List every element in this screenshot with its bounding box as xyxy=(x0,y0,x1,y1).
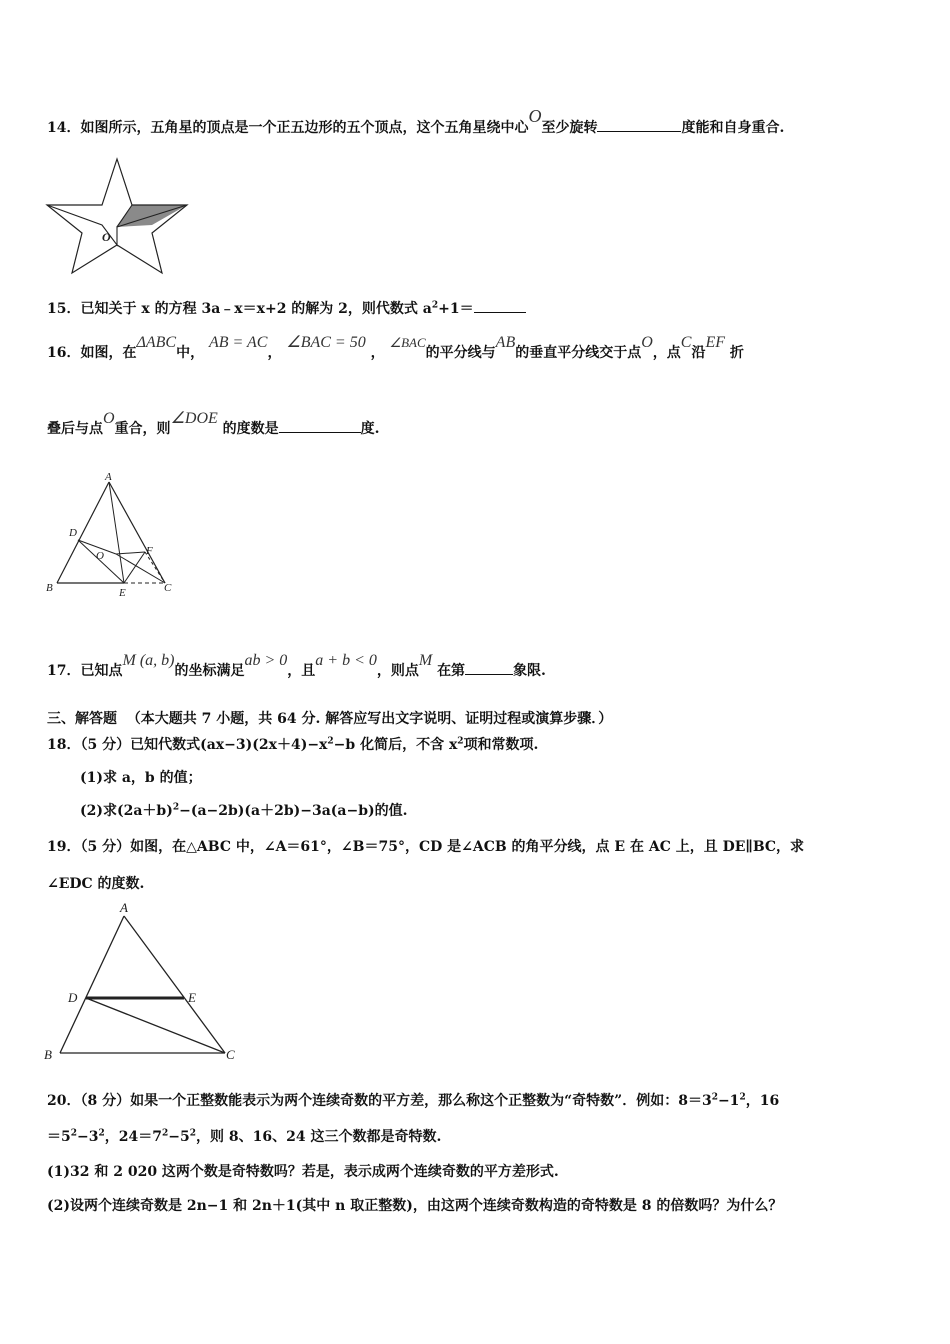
q20-line2e: ，则 8、16、24 这三个数都是奇特数. xyxy=(196,1129,442,1145)
label-D: D xyxy=(68,990,78,1005)
q17-M: M (a, b) xyxy=(122,652,175,669)
q16-line2b: 重合，则 xyxy=(114,421,171,437)
q16-line2 xyxy=(47,410,380,438)
q16-comma2: ， xyxy=(370,345,385,361)
q20-line2d: −5 xyxy=(168,1129,190,1145)
label-C: C xyxy=(164,582,172,594)
seg-AB xyxy=(60,916,124,1053)
q17-text1: 已知点 xyxy=(80,663,123,679)
q20-line2a: ＝5 xyxy=(47,1129,71,1145)
q16-text5: ，点 xyxy=(652,345,681,361)
q20-s2: 2 xyxy=(739,1092,746,1103)
q18-p2a: (2)求(2a＋b) xyxy=(80,803,173,819)
q15-line xyxy=(47,298,526,318)
q16-comma1: ， xyxy=(267,345,282,361)
q16-answer-blank[interactable] xyxy=(279,420,361,433)
q16-line2c: 的度数是 xyxy=(222,421,279,437)
q16-number: 16． xyxy=(47,345,81,361)
section3-title: 三、解答题 xyxy=(47,711,117,727)
q14-line xyxy=(47,106,785,137)
label-E: E xyxy=(188,990,196,1005)
seg-EF xyxy=(124,552,145,583)
q16-text1: 如图，在 xyxy=(80,345,137,361)
q16-text6: 沿 xyxy=(691,345,706,361)
q15-sup: 2 xyxy=(431,300,439,311)
label-E: E xyxy=(119,587,126,599)
q15-number: 15． xyxy=(47,301,81,317)
q18-p1: (1)求 a，b 的值； xyxy=(80,770,202,786)
q18-text1: （5 分）已知代数式(ax−3)(2x＋4)−x xyxy=(80,737,328,753)
q17-answer-blank[interactable] xyxy=(465,662,513,675)
q16-eq1: AB = AC xyxy=(208,334,268,351)
q16-line1 xyxy=(47,334,744,362)
q16-eq2: ∠BAC = 50 xyxy=(286,334,366,351)
q16-bac: ∠BAC xyxy=(389,335,426,350)
q19-number: 19． xyxy=(47,839,81,855)
section3-heading xyxy=(47,708,612,728)
q14-answer-blank[interactable] xyxy=(597,119,681,132)
q17-text6: 象限. xyxy=(513,663,546,679)
q20-line1 xyxy=(47,1090,779,1110)
star-center-label: O xyxy=(102,230,111,244)
q17-text4: ，则点 xyxy=(376,663,419,679)
q20-p1: (1)32 和 2 020 这两个数是奇特数吗？若是，表示成两个连续奇数的平方差形式. xyxy=(47,1164,559,1180)
label-B: B xyxy=(44,1047,52,1062)
q16-line2d: 度. xyxy=(360,421,380,437)
q19-line1 xyxy=(47,836,804,856)
q17-cond1: ab > 0 xyxy=(244,652,288,669)
q16-doe: ∠DOE xyxy=(170,410,218,427)
q18-text2: −b 化简后，不含 x xyxy=(333,737,458,753)
q17-text2: 的坐标满足 xyxy=(174,663,245,679)
q17-number: 17． xyxy=(47,663,81,679)
q20-part2 xyxy=(47,1195,782,1215)
q20-s4: 2 xyxy=(98,1128,105,1139)
label-B: B xyxy=(46,582,53,594)
q16-text2: 中， xyxy=(176,345,205,361)
q18-number: 18． xyxy=(47,737,81,753)
q20-s3: 2 xyxy=(70,1128,78,1139)
q19-text2: ∠EDC 的度数. xyxy=(47,876,145,892)
section3-desc: （本大题共 7 小题，共 64 分. 解答应写出文字说明、证明过程或演算步骤．） xyxy=(126,711,613,727)
seg-A-bisector xyxy=(109,482,124,583)
q17-cond2: a + b < 0 xyxy=(315,652,377,669)
q20-text1: （8 分）如果一个正整数能表示为两个连续奇数的平方差，那么称这个正整数为“奇特数”．例如：8＝3 xyxy=(80,1093,712,1109)
q16-triangle-figure xyxy=(40,470,180,600)
q17-text5: 在第 xyxy=(437,663,466,679)
q18-p2b: −(a−2b)(a＋2b)−3a(a−b)的值. xyxy=(179,803,408,819)
q18-p2sup: 2 xyxy=(172,802,180,813)
label-C: C xyxy=(226,1047,235,1062)
q20-line2b: −3 xyxy=(77,1129,99,1145)
q17-text3: ，且 xyxy=(287,663,316,679)
label-F: F xyxy=(146,545,153,557)
q18-part2 xyxy=(80,800,408,820)
q16-text4: 的垂直平分线交于点 xyxy=(515,345,642,361)
q15-text1: 已知关于 x 的方程 3a﹣x＝x+2 的解为 2，则代数式 a xyxy=(80,301,432,317)
q20-p2: (2)设两个连续奇数是 2n−1 和 2n＋1(其中 n 取正整数)，由这两个连续奇数构造的奇特数是 8 的倍数吗？为什么？ xyxy=(47,1198,783,1214)
label-O: O xyxy=(96,550,104,562)
q16-abc: ΔABC xyxy=(136,334,177,351)
q14-star-figure xyxy=(44,155,194,280)
q14-number: 14． xyxy=(47,120,81,136)
q20-s1: 2 xyxy=(711,1092,718,1103)
q20-line2 xyxy=(47,1126,441,1146)
q16-O: O xyxy=(641,334,653,351)
q14-text1: 如图所示，五角星的顶点是一个正五边形的五个顶点，这个五角星绕中心 xyxy=(80,120,529,136)
q19-line2 xyxy=(47,873,144,893)
q16-C: C xyxy=(680,334,692,351)
q19-triangle-figure xyxy=(40,900,250,1065)
q17-M2: M xyxy=(418,652,433,669)
seg-AB xyxy=(57,482,109,583)
q14-center-O: O xyxy=(528,106,542,126)
q18-part1 xyxy=(80,767,202,787)
q16-EF: EF xyxy=(705,334,725,351)
q16-ab: AB xyxy=(495,334,516,351)
q20-number: 20． xyxy=(47,1093,81,1109)
q20-line2c: ，24＝7 xyxy=(104,1129,162,1145)
q16-O2: O xyxy=(103,410,115,427)
q20-part1 xyxy=(47,1161,559,1181)
q16-line2a: 叠后与点 xyxy=(47,421,103,437)
label-A: A xyxy=(120,900,128,915)
q20-t2: ，16 xyxy=(745,1093,780,1109)
q14-text3: 度能和自身重合. xyxy=(681,120,785,136)
q19-text1: （5 分）如图，在△ABC 中，∠A＝61°，∠B＝75°，CD 是∠ACB 的角平分线，点 E 在 AC 上，且 DE∥BC，求 xyxy=(80,839,805,855)
label-A: A xyxy=(105,471,112,483)
seg-AC xyxy=(109,482,165,583)
q20-t1: −1 xyxy=(717,1093,740,1109)
q14-text2: 至少旋转 xyxy=(541,120,598,136)
q18-line xyxy=(47,734,538,754)
q16-text7: 折 xyxy=(729,345,744,361)
label-D: D xyxy=(69,527,77,539)
q20-s6: 2 xyxy=(189,1128,197,1139)
q15-text2: +1＝ xyxy=(438,301,474,317)
q18-sup2: 2 xyxy=(457,736,464,747)
q15-answer-blank[interactable] xyxy=(474,300,526,313)
q20-s5: 2 xyxy=(162,1128,169,1139)
q17-line xyxy=(47,652,546,680)
q18-sup1: 2 xyxy=(327,736,334,747)
q18-text3: 项和常数项. xyxy=(463,737,539,753)
seg-OF xyxy=(116,552,145,554)
q16-text3: 的平分线与 xyxy=(425,345,496,361)
